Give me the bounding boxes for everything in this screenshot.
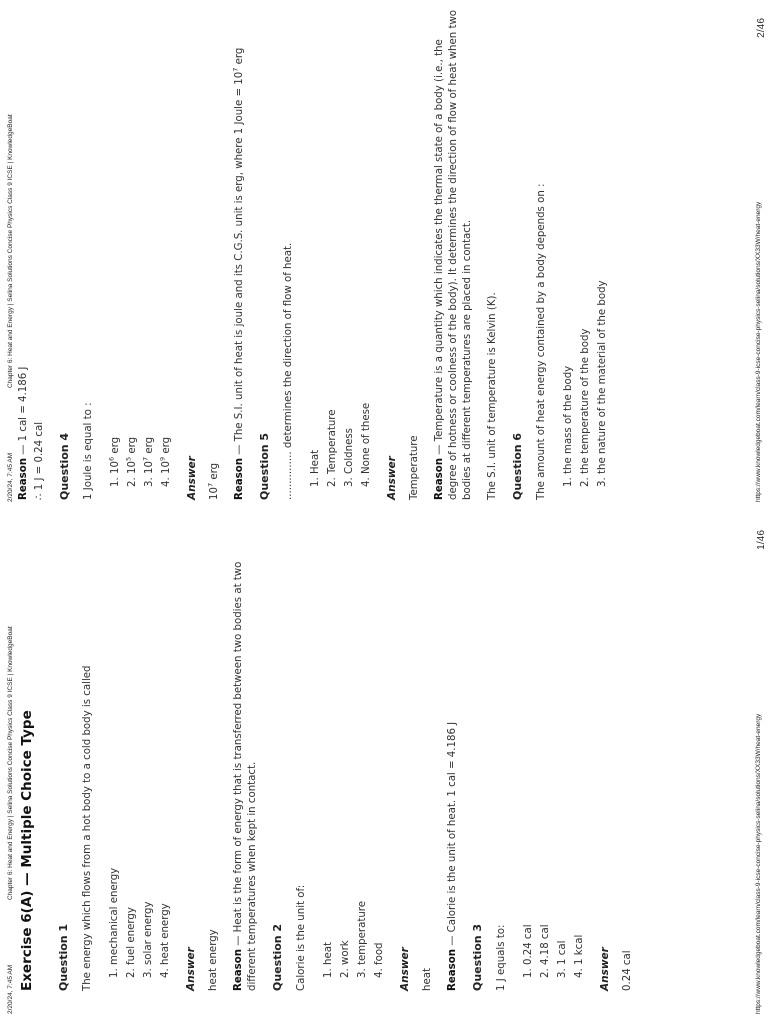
option-item: 3. Coldness <box>341 6 358 474</box>
reason-text: Reason — The S.I. unit of heat is joule and its C.G.S. unit is erg, where 1 Joule = $10^7$ erg <box>231 47 245 500</box>
option-item: 1. heat <box>320 518 337 965</box>
option-item: 4. None of these <box>358 6 375 474</box>
option-item: 1. Heat <box>307 6 324 474</box>
answer-label: Answer <box>386 456 398 500</box>
question-text: Calorie is the unit of: <box>296 884 307 991</box>
question-heading: Question 1 <box>57 923 70 991</box>
option-item: 2. fuel energy <box>123 518 140 965</box>
reason-text <box>232 518 260 991</box>
page-footer <box>755 10 765 502</box>
page-content <box>19 518 646 991</box>
question-text: ............... determines the direction of flow of heat. <box>283 242 294 500</box>
header-date: 2/20/24, 7:45 AM <box>7 452 14 502</box>
option-item: 2. 4.18 cal <box>537 518 554 965</box>
reason-body: — Temperature is a quantity which indicates the thermal state of a body (i.e., the degree of hotness or coolness of the body). It determines the direction of flow of heat when two bodies at different temperatures are placed in contact. <box>434 9 473 500</box>
option-item: 1. $10^6$ erg <box>107 6 124 474</box>
option-item: 2. work <box>337 518 354 965</box>
header-title: Chapter 6: Heat and Energy | Selina Solutions Concise Physics Class 9 ICSE | KnowledgeBoat <box>7 114 14 388</box>
reason-label: Reason <box>434 458 445 500</box>
reason-label: Reason <box>447 949 458 991</box>
reason-label: Reason <box>234 458 245 500</box>
option-item: 1. mechanical energy <box>106 518 123 965</box>
header-title: Chapter 6: Heat and Energy | Selina Solutions Concise Physics Class 9 ICSE | KnowledgeBoat <box>7 626 14 900</box>
options-list <box>520 518 588 991</box>
question-heading: Question 4 <box>58 432 71 500</box>
answer-text: 0.24 cal <box>622 950 633 991</box>
option-item: 2. the temperature of the body <box>577 6 594 474</box>
options-list <box>106 518 174 991</box>
option-item: 3. the nature of the material of the body <box>594 6 611 474</box>
question-heading: Question 5 <box>258 432 271 500</box>
footer-url-link[interactable]: https://www.knowledgeboat.com/learn/class-9-icse-concise-physics-selina/solutions/XX33W/heat-energy <box>755 713 762 1014</box>
question-heading: Question 2 <box>271 923 284 991</box>
page-header <box>4 10 16 502</box>
answer-text: heat energy <box>208 929 219 991</box>
option-item: 1. 0.24 cal <box>520 518 537 965</box>
answer-label: Answer <box>186 456 198 500</box>
options-list <box>107 6 175 500</box>
options-list <box>560 6 611 500</box>
options-list <box>307 6 375 500</box>
question-text: The amount of heat energy contained by a body depends on : <box>536 183 547 500</box>
question-heading: Question 3 <box>471 923 484 991</box>
answer-label: Answer <box>599 947 611 991</box>
answer-text: heat <box>422 968 433 991</box>
answer-text: Temperature <box>409 435 420 500</box>
option-item: 2. Temperature <box>324 6 341 474</box>
footer-url-link[interactable]: https://www.knowledgeboat.com/learn/class-9-icse-concise-physics-selina/solutions/XX33W/heat-energy <box>755 201 762 502</box>
reason-text <box>17 6 31 500</box>
option-item: 3. solar energy <box>140 518 157 965</box>
option-item: 4. $10^9$ erg <box>158 6 175 474</box>
reason-conclusion: ∴ 1 J = 0.24 cal <box>34 421 45 500</box>
option-item: 3. 1 cal <box>554 518 571 965</box>
option-item: 3. $10^7$ erg <box>141 6 158 474</box>
answer-label: Answer <box>399 947 411 991</box>
page-number: 1/46 <box>756 530 767 550</box>
reason-label: Reason <box>18 458 29 500</box>
option-item: 4. heat energy <box>157 518 174 965</box>
reason-text <box>446 518 460 991</box>
option-item: 2. $10^5$ erg <box>124 6 141 474</box>
page-content <box>17 6 622 500</box>
reason-note: The S.I. unit of temperature is Kelvin (K). <box>487 292 498 500</box>
header-date: 2/20/24, 7:45 AM <box>7 964 14 1014</box>
options-list <box>320 518 388 991</box>
reason-body: — The S.I. unit of heat is joule and its C.G.S. unit is erg, where 1 Joule = <box>234 84 245 459</box>
answer-text: $10^7$ erg <box>206 462 220 500</box>
question-text: 1 J equals to: <box>496 924 507 991</box>
answer-label: Answer <box>185 947 197 991</box>
option-item: 4. food <box>371 518 388 965</box>
reason-body: — Heat is the form of energy that is transferred between two bodies at two different temperatures when kept in contact. <box>233 561 258 991</box>
page-footer <box>755 522 765 1014</box>
page-1 <box>0 512 768 1024</box>
question-heading: Question 6 <box>511 432 524 500</box>
page-number: 2/46 <box>756 18 767 38</box>
exercise-title: Exercise 6(A) — Multiple Choice Type <box>19 710 35 991</box>
question-text: The energy which flows from a hot body to a cold body is called <box>82 665 93 991</box>
page-header <box>4 522 16 1014</box>
reason-label: Reason <box>233 949 244 991</box>
option-item: 4. 1 kcal <box>571 518 588 965</box>
reason-body: — 1 cal = 4.186 J <box>18 366 29 459</box>
reason-body: — Calorie is the unit of heat. 1 cal = 4.186 J <box>447 721 458 950</box>
option-item: 1. the mass of the body <box>560 6 577 474</box>
question-text: 1 Joule is equal to : <box>83 402 94 500</box>
option-item: 3. temperature <box>354 518 371 965</box>
reason-text <box>433 6 475 500</box>
